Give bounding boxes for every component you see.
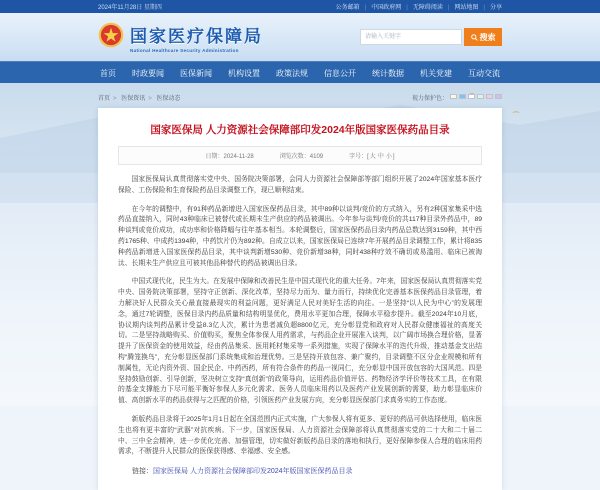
- utility-link-share[interactable]: 分享: [489, 5, 502, 11]
- related-document-link[interactable]: 国家医保局 人力资源社会保障部印发2024年版国家医保药品目录: [153, 468, 353, 476]
- font-size-medium[interactable]: 中: [377, 154, 384, 160]
- search-bar: [360, 28, 502, 46]
- site-header: [0, 13, 600, 61]
- utility-link-sitemap[interactable]: 网站地图 |: [454, 2, 490, 11]
- font-size-label: 字号：[: [349, 154, 369, 160]
- article-body: [118, 175, 482, 458]
- publish-date-value: 2024-11-28: [223, 154, 254, 160]
- color-swatch[interactable]: [495, 94, 502, 99]
- nav-item-organization[interactable]: 机构设置: [228, 68, 260, 78]
- color-swatch[interactable]: [468, 94, 475, 99]
- article-meta-bar: [118, 146, 482, 165]
- font-size-switcher: [349, 151, 394, 160]
- utility-link-mail[interactable]: 公务邮箱 |: [336, 2, 372, 11]
- primary-nav: [0, 61, 600, 83]
- nav-item-interaction[interactable]: 互动交流: [468, 68, 500, 78]
- nav-item-home[interactable]: 首页: [100, 68, 116, 78]
- view-count: [280, 151, 323, 160]
- color-swatch[interactable]: [450, 94, 457, 99]
- nav-item-party-building[interactable]: 机关党建: [420, 68, 452, 78]
- article-title: 国家医保局 人力资源社会保障部印发2024年版国家医保药品目录: [150, 124, 450, 136]
- breadcrumb-section[interactable]: 医保资讯 >: [121, 96, 155, 102]
- utility-link-govcn[interactable]: 中国政府网 |: [371, 2, 413, 11]
- publish-date: [205, 151, 253, 160]
- site-title-en: National Healthcare Security Administration: [130, 47, 239, 53]
- eye-protection-label: 视力保护色：: [411, 96, 448, 102]
- main-content-area: [0, 83, 600, 476]
- nav-item-political-news[interactable]: 时政要闻: [132, 68, 164, 78]
- utility-link-accessibility[interactable]: 无障碍阅读 |: [413, 2, 455, 11]
- font-size-small[interactable]: 小: [385, 154, 392, 160]
- breadcrumb-current[interactable]: 医保动态: [156, 96, 181, 102]
- related-link-row: [118, 466, 482, 476]
- nav-item-policies[interactable]: 政策法规: [276, 68, 308, 78]
- article-panel: [98, 108, 502, 490]
- publish-date-label: 日期：: [205, 154, 224, 160]
- view-count-label: 浏览次数：: [279, 154, 310, 160]
- utility-links: [336, 2, 502, 11]
- font-size-large[interactable]: 大: [369, 154, 376, 160]
- search-button[interactable]: [464, 28, 502, 46]
- breadcrumb: [98, 93, 180, 102]
- nav-item-insurance-news[interactable]: 医保新闻: [180, 68, 212, 78]
- national-emblem-icon: [98, 22, 124, 53]
- breadcrumb-home[interactable]: 首页 >: [98, 96, 120, 102]
- color-swatch[interactable]: [477, 94, 484, 99]
- eye-protect-swatches: [448, 94, 502, 101]
- search-input[interactable]: [360, 29, 462, 45]
- font-size-label-end: ]: [392, 154, 395, 160]
- search-icon: [471, 34, 478, 41]
- article-paragraph: 新版药品目录将于2025年1月1日起在全国范围内正式实施，广大参保人将有更多、更好的药品可供选择使用，临床医生也将有更丰富的“武器”对抗疾病。下一步，国家医保局、人力资源社会保障部将认真贯彻落实党的二十大和二十届二中、三中全会精神，进一步优化完善、加强管理，切实做好新版药品目录的落地和执行，更好保障参保人合理的临床用药需求，不断提升人民群众的医保获得感、幸福感、安全感。: [118, 415, 482, 456]
- nav-item-disclosure[interactable]: 信息公开: [324, 68, 356, 78]
- color-swatch[interactable]: [486, 94, 493, 99]
- related-link-label: 链接：: [132, 468, 153, 476]
- article-paragraph: 在今年的调整中，有91种药品新增进入国家医保药品目录，其中89种以谈判/竞价的方式纳入，另有2种国家集采中选药品直接纳入，同时43种临床已被替代或长期未生产供应的药品被调出。今年参与谈判/竞价的共117种目录外药品中，89种谈判或竞价成功，成功率和价格降幅与往年基本相当。本轮调整后，国家医保药品目录内药品总数达到3159种，其中西药1765种、中成药1394种，中药饮片仍为892种。自成立以来，国家医保局已连续7年开展药品目录调整工作，累计将835种药品新增进入国家医保药品目录，其中谈判新增530种、竞价新增38种，同时438种疗效不确切或易滥用、临床已被淘汰、长期未生产供应且可被其他品种替代的药品被调出目录。: [118, 205, 482, 267]
- article-paragraph: 中国式现代化，民生为大。在发展中保障和改善民生是中国式现代化的重大任务。7年来，国家医保局认真贯彻落实党中央、国务院决策部署，坚持守正创新、深化改革，坚持尽力而为、量力而行，持续优化完善基本医保药品目录管理，着力解决好人民群众关心最直接最现实的利益问题，更好满足人民对美好生活的向往。一是坚持“以人民为中心”的发展理念，通过7轮调整，医保目录内药品质量和结构明显优化，费用水平更加合理，保障水平稳步提升。截至2024年10月底，协议期内谈判药品累计受益8.3亿人次，累计为患者减负超8800亿元，充分彰显党和政府对人民群众健康福祉的高度关切。二是坚持战略购买、价值购买，聚焦全体参保人用药需求，与药品企业开展准入谈判，以广阔市场换合理价格，显著提升了医保资金的使用效益，经由药品集采、医用耗材集采等一系列措施，实现了保障水平的迭代升级，推动基金支出结构“腾笼换鸟”，充分彰显医保部门系统集成和治理优势。三是坚持开放包容、兼广聚约，目录调整不区分企业规模和所有制属性，无论内资外资、国企民企、中药西药，所有符合条件的药品一视同仁，充分彰显中国开放包容的大国风范。四是坚持鼓励创新、引导创新，坚决树立支持“真创新”的政策导向，运用药品价值评估、药物经济学评价等技术工具，在有限的基金支撑能力下尽可能平衡好参保人多元化需求、医务人员临床用药以及医药产业发展创新的需要，助力彰显临床价值、高创新水平的药品获得与之匹配的价格，引领医药产业发展方向，充分彰显医保部门求真务实的工作态度。: [118, 278, 483, 405]
- color-swatch[interactable]: [459, 94, 466, 99]
- nav-item-statistics[interactable]: 统计数据: [372, 68, 404, 78]
- top-utility-bar: [0, 0, 600, 13]
- search-button-label: 搜索: [479, 32, 496, 42]
- site-title: 国家医疗保障局: [130, 26, 263, 46]
- eye-protection-control: [412, 93, 502, 102]
- view-count-value: 4109: [309, 154, 324, 160]
- current-date: 2024年11月28日 星期四: [98, 5, 162, 11]
- site-logo[interactable]: [98, 22, 263, 53]
- article-paragraph: 国家医保局认真贯彻落实党中央、国务院决策部署，会同人力资源社会保障部等部门组织开展了2024年国家基本医疗保险、工伤保险和生育保险药品目录调整工作，现已顺利结束。: [118, 176, 482, 194]
